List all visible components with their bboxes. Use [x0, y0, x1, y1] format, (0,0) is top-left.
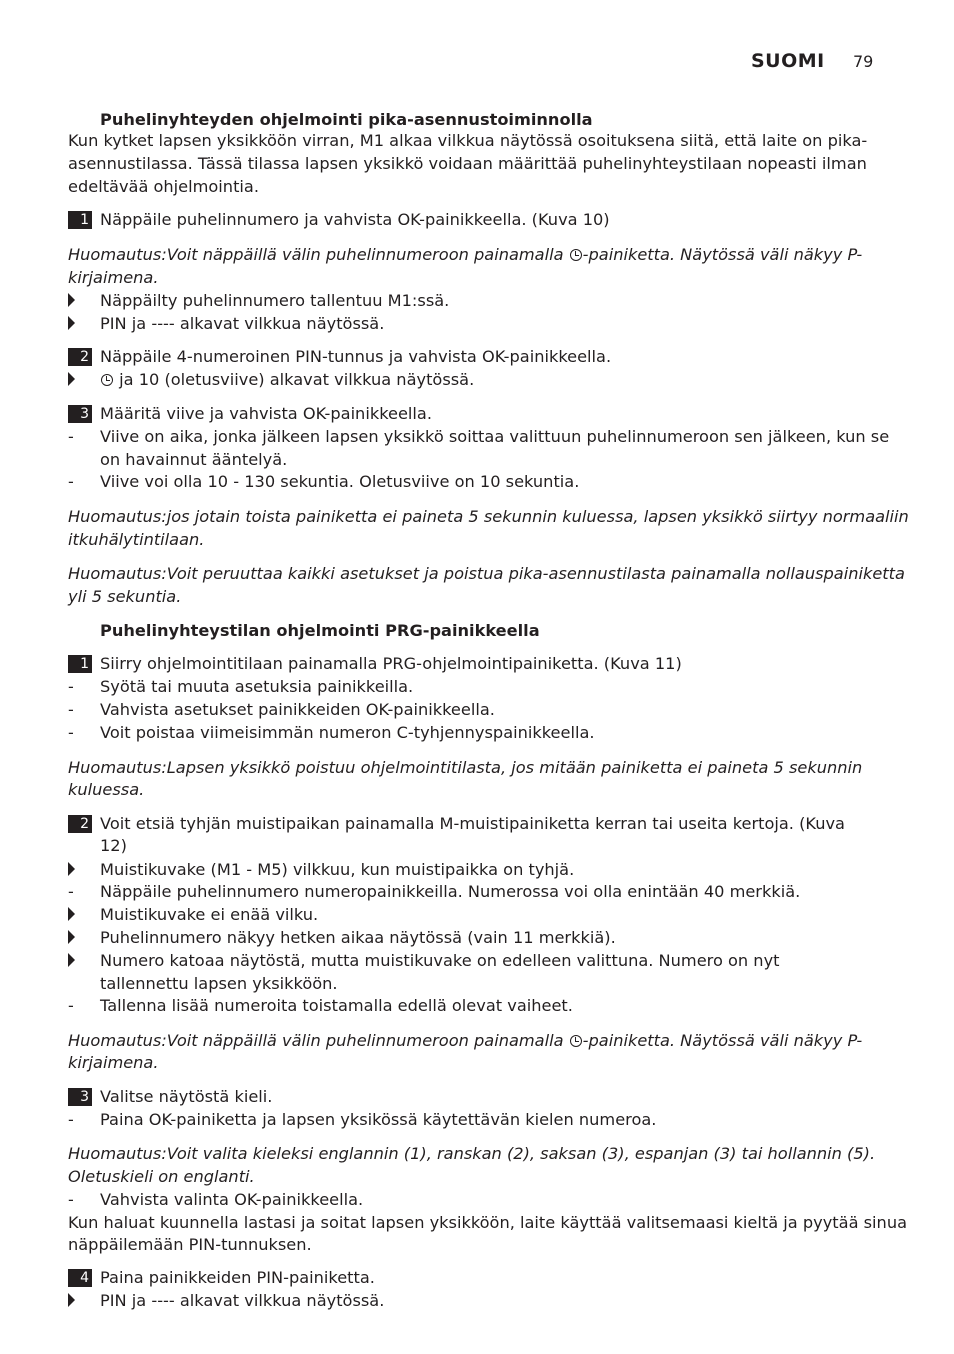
dash-marker: -	[68, 1110, 74, 1129]
section-heading-quick-setup: Puhelinyhteyden ohjelmointi pika-asennustoiminnolla	[100, 110, 593, 129]
step-text: Voit etsiä tyhjän muistipaikan painamalla M-muistipainiketta kerran tai useita kertoja. (Kuva	[100, 814, 845, 833]
triangle-bullet-icon	[68, 372, 76, 386]
triangle-bullet-icon	[68, 930, 76, 944]
dash-text: Näppäile puhelinnumero numeropainikkeilla. Numerossa voi olla enintään 40 merkkiä.	[100, 882, 801, 901]
note-line: Oletuskieli on englanti.	[68, 1167, 255, 1186]
step-number: 3	[68, 405, 92, 423]
step-text: Määritä viive ja vahvista OK-painikkeella.	[100, 404, 432, 423]
note-line: yli 5 sekuntia.	[68, 587, 182, 606]
dash-marker: -	[68, 996, 74, 1015]
dash-marker: -	[68, 882, 74, 901]
result-text: PIN ja ---- alkavat vilkkua näytössä.	[100, 314, 385, 333]
intro-line-2: asennustilassa. Tässä tilassa lapsen yksikkö voidaan määrittää puhelinyhteystilaan nopeasti ilman	[68, 154, 867, 173]
step-text: Siirry ohjelmointitilaan painamalla PRG-ohjelmointipainiketta. (Kuva 11)	[100, 654, 682, 673]
step-text: Valitse näytöstä kieli.	[100, 1087, 273, 1106]
note-line: Huomautus:Voit valita kieleksi englannin (1), ranskan (2), saksan (3), espanjan (3) tai hollannin (5).	[68, 1144, 876, 1163]
note-line	[68, 243, 868, 266]
result-text	[100, 368, 870, 391]
dash-marker: -	[68, 472, 74, 491]
step-text: Näppäile 4-numeroinen PIN-tunnus ja vahvista OK-painikkeella.	[100, 347, 612, 366]
step-number: 1	[68, 211, 92, 229]
triangle-bullet-icon	[68, 907, 76, 921]
triangle-bullet-icon	[68, 316, 76, 330]
dash-text: Tallenna lisää numeroita toistamalla edellä olevat vaiheet.	[100, 996, 573, 1015]
dash-marker: -	[68, 677, 74, 696]
result-text: Numero katoaa näytöstä, mutta muistikuvake on edelleen valittuna. Numero on nyt	[100, 951, 780, 970]
body-paragraph-line: Kun haluat kuunnella lastasi ja soitat lapsen yksikköön, laite käyttää valitsemaasi kieltä ja pyytää sinua	[68, 1213, 907, 1232]
dash-marker: -	[68, 1190, 74, 1209]
result-text: Puhelinnumero näkyy hetken aikaa näytössä (vain 11 merkkiä).	[100, 928, 616, 947]
note-text: -painiketta. Näytössä väli näkyy P-	[582, 1031, 863, 1050]
dash-text: Voit poistaa viimeisimmän numeron C-tyhjennyspainikkeella.	[100, 723, 595, 742]
dash-text: Vahvista asetukset painikkeiden OK-painikkeella.	[100, 700, 495, 719]
page-number: 79	[853, 52, 874, 71]
note-text: -painiketta. Näytössä väli näkyy P-	[582, 245, 863, 264]
dash-marker: -	[68, 427, 74, 446]
dash-text: Viive on aika, jonka jälkeen lapsen yksikkö soittaa valittuun puhelinnumeroon sen jälkeen, kun se	[100, 427, 890, 446]
dash-marker: -	[68, 700, 74, 719]
result-text: Muistikuvake (M1 - M5) vilkkuu, kun muistipaikka on tyhjä.	[100, 860, 575, 879]
step-number: 1	[68, 655, 92, 673]
note-line: Huomautus:jos jotain toista painiketta ei paineta 5 sekunnin kuluessa, lapsen yksikkö siirtyy normaaliin	[68, 507, 909, 526]
language-label: SUOMI	[751, 50, 825, 72]
step-text: 12)	[100, 836, 127, 855]
clock-icon	[101, 374, 113, 386]
result-text: PIN ja ---- alkavat vilkkua näytössä.	[100, 1291, 385, 1310]
result-text: tallennettu lapsen yksikköön.	[100, 974, 338, 993]
step-number: 3	[68, 1088, 92, 1106]
step-text: Paina painikkeiden PIN-painiketta.	[100, 1268, 375, 1287]
note-text: Huomautus:Voit näppäillä välin puhelinnumeroon painamalla	[68, 245, 569, 264]
note-line	[68, 1029, 868, 1052]
note-line: Huomautus:Voit peruuttaa kaikki asetukset ja poistua pika-asennustilasta painamalla nollauspainiketta	[68, 564, 905, 583]
clock-icon	[570, 249, 582, 261]
dash-text: Syötä tai muuta asetuksia painikkeilla.	[100, 677, 414, 696]
clock-icon	[570, 1035, 582, 1047]
triangle-bullet-icon	[68, 293, 76, 307]
note-line: kuluessa.	[68, 780, 145, 799]
note-line: kirjaimena.	[68, 1053, 159, 1072]
section-heading-prg: Puhelinyhteystilan ohjelmointi PRG-painikkeella	[100, 621, 540, 640]
step-text: Näppäile puhelinnumero ja vahvista OK-painikkeella. (Kuva 10)	[100, 210, 610, 229]
body-paragraph-line: näppäilemään PIN-tunnuksen.	[68, 1235, 312, 1254]
step-number: 4	[68, 1269, 92, 1287]
note-line: kirjaimena.	[68, 268, 159, 287]
intro-line-1: Kun kytket lapsen yksikköön virran, M1 alkaa vilkkua näytössä osoituksena siitä, että laite on pika-	[68, 131, 868, 150]
triangle-bullet-icon	[68, 1293, 76, 1307]
result-text: Näppäilty puhelinnumero tallentuu M1:ssä.	[100, 291, 450, 310]
result-text-label: ja 10 (oletusviive) alkavat vilkkua näytössä.	[114, 370, 475, 389]
step-number: 2	[68, 348, 92, 366]
step-number: 2	[68, 815, 92, 833]
result-text: Muistikuvake ei enää vilku.	[100, 905, 319, 924]
dash-text: Vahvista valinta OK-painikkeella.	[100, 1190, 364, 1209]
intro-line-3: edeltävää ohjelmointia.	[68, 177, 259, 196]
note-line: Huomautus:Lapsen yksikkö poistuu ohjelmointitilasta, jos mitään painiketta ei paineta 5 sekunnin	[68, 758, 863, 777]
triangle-bullet-icon	[68, 953, 76, 967]
note-text: Huomautus:Voit näppäillä välin puhelinnumeroon painamalla	[68, 1031, 569, 1050]
triangle-bullet-icon	[68, 862, 76, 876]
dash-text: Viive voi olla 10 - 130 sekuntia. Oletusviive on 10 sekuntia.	[100, 472, 580, 491]
dash-text: on havainnut ääntelyä.	[100, 450, 288, 469]
dash-text: Paina OK-painiketta ja lapsen yksikössä käytettävän kielen numeroa.	[100, 1110, 657, 1129]
note-line: itkuhälytintilaan.	[68, 530, 205, 549]
dash-marker: -	[68, 723, 74, 742]
